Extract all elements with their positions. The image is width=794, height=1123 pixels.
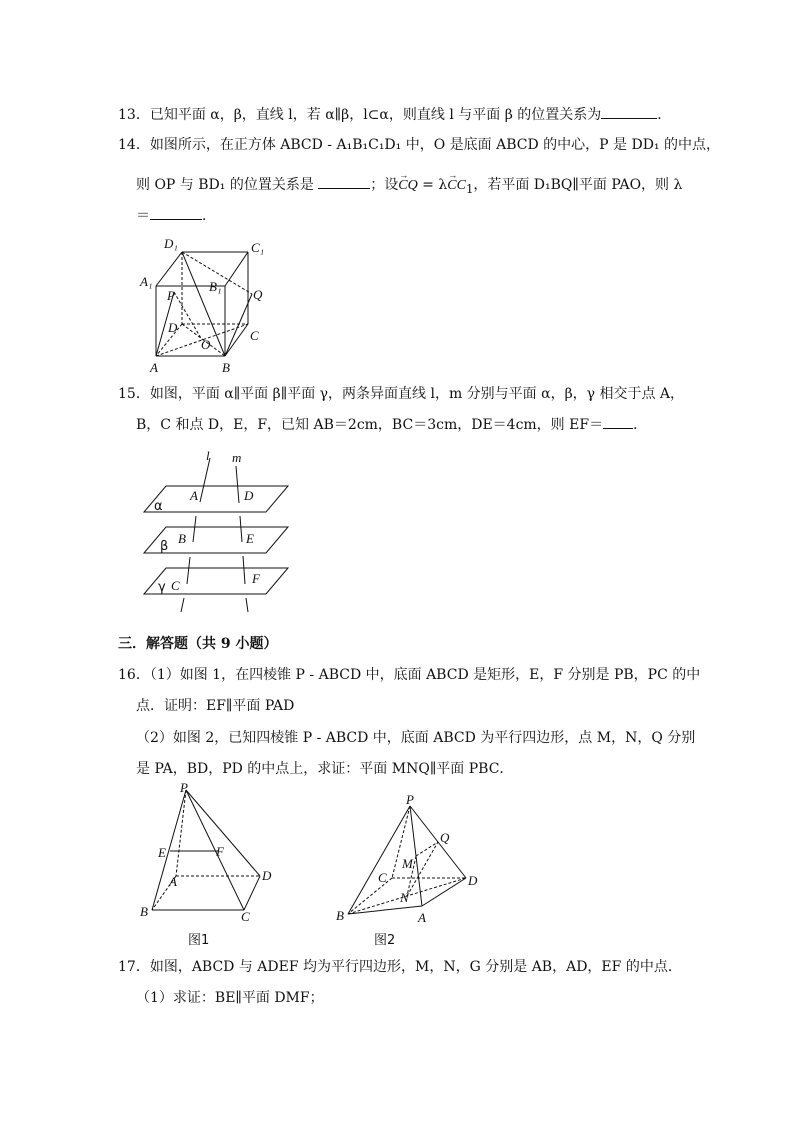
question-15-line2 xyxy=(136,414,647,435)
q14-blank-2 xyxy=(150,205,202,220)
q13-end: ． xyxy=(657,107,672,123)
question-17-line1: 17．如图，ABCD 与 ADEF 均为平行四边形，M，N，G 分别是 AB，AD，EF 的中点． xyxy=(118,959,682,975)
label-p: P xyxy=(180,782,188,795)
label-d: D xyxy=(244,488,254,503)
label-a: A xyxy=(150,360,158,375)
label-p: P xyxy=(406,792,414,807)
pyramid-figure-1 xyxy=(136,782,286,952)
label-f: F xyxy=(252,571,260,586)
question-16-line1: 16．（1）如图 1，在四棱锥 P - ABCD 中，底面 ABCD 是矩形，E，F 分别是 PB，PC 的中 xyxy=(118,667,701,683)
label-b: B xyxy=(140,904,148,919)
question-16-line3: （2）如图 2，已知四棱锥 P - ABCD 中，底面 ABCD 为平行四边形，点 M，N，Q 分别 xyxy=(136,730,696,746)
label-m: M xyxy=(402,856,413,871)
section-heading: 三．解答题（共 9 小题） xyxy=(118,636,278,652)
label-a1: A₁ xyxy=(140,274,153,289)
pyramid-figure-2 xyxy=(334,790,494,950)
label-f: F xyxy=(216,844,224,859)
label-alpha: α xyxy=(154,499,163,514)
q13-text: 13．已知平面 α，β，直线 l，若 α∥β，l⊂α，则直线 l 与平面 β 的位置关系为 xyxy=(118,107,602,123)
question-13 xyxy=(118,104,671,125)
q15-blank xyxy=(603,414,633,429)
label-b1: B₁ xyxy=(209,279,222,294)
cube-figure xyxy=(130,232,280,378)
label-e: E xyxy=(246,531,254,546)
label-a: A xyxy=(190,488,198,503)
label-q: Q xyxy=(440,830,450,845)
label-n: N xyxy=(400,890,409,905)
question-17-line2: （1）求证：BE∥平面 DMF； xyxy=(136,990,324,1006)
fig1-caption: 图1 xyxy=(188,933,210,948)
question-14-line2 xyxy=(136,174,682,199)
label-b: B xyxy=(222,360,230,375)
question-15-line1: 15．如图，平面 α∥平面 β∥平面 γ，两条异面直线 l，m 分别与平面 α，β，γ 相交于点 A， xyxy=(118,386,685,402)
q15-end: ． xyxy=(633,417,648,433)
q14-end: ． xyxy=(202,208,216,224)
label-c: C xyxy=(250,328,259,343)
label-c1: C₁ xyxy=(251,240,265,255)
q14-eq-sign: ＝ xyxy=(136,208,150,224)
label-d: D xyxy=(468,873,478,888)
q13-blank xyxy=(601,104,657,119)
label-a: A xyxy=(169,874,177,889)
q14-text-b: ；设 xyxy=(370,177,399,193)
label-line-l: l xyxy=(206,448,210,463)
label-d: D xyxy=(168,320,178,335)
label-c: C xyxy=(378,870,387,885)
label-c: C xyxy=(171,578,180,593)
label-d: D xyxy=(262,868,272,883)
q14-blank-1 xyxy=(318,174,370,189)
label-o: O xyxy=(201,337,211,352)
q14-text-a: 则 OP 与 BD₁ 的位置关系是 xyxy=(136,177,319,193)
fig2-caption: 图2 xyxy=(374,933,396,948)
q14-eq: = λ xyxy=(417,177,448,193)
label-a: A xyxy=(418,910,426,925)
label-b: B xyxy=(178,531,186,546)
q14-text-c: ，若平面 D₁BQ∥平面 PAO，则 λ xyxy=(473,177,683,193)
label-e: E xyxy=(158,845,166,860)
q14-sub: 1 xyxy=(465,181,474,196)
question-14-line3 xyxy=(136,205,216,226)
vector-cc: → CC xyxy=(447,176,466,196)
label-c: C xyxy=(241,909,250,924)
question-14-line1: 14．如图所示，在正方体 ABCD - A₁B₁C₁D₁ 中，O 是底面 ABCD 的中心，P 是 DD₁ 的中点， xyxy=(118,137,720,153)
q15-text: B，C 和点 D，E，F，已知 AB＝2cm，BC＝3cm，DE＝4cm，则 EF＝ xyxy=(136,417,604,433)
planes-figure xyxy=(136,446,296,616)
label-beta: β xyxy=(160,539,169,554)
question-16-line4: 是 PA，BD，PD 的中点上，求证：平面 MNQ∥平面 PBC． xyxy=(136,761,514,777)
label-d1: D₁ xyxy=(164,236,178,251)
label-gamma: γ xyxy=(158,580,166,595)
label-q: Q xyxy=(253,287,263,302)
label-b: B xyxy=(336,908,344,923)
question-16-line2: 点．证明：EF∥平面 PAD xyxy=(136,698,295,714)
label-p: P xyxy=(167,288,175,303)
label-line-m: m xyxy=(232,450,242,465)
vector-cq: → CQ xyxy=(398,176,417,196)
